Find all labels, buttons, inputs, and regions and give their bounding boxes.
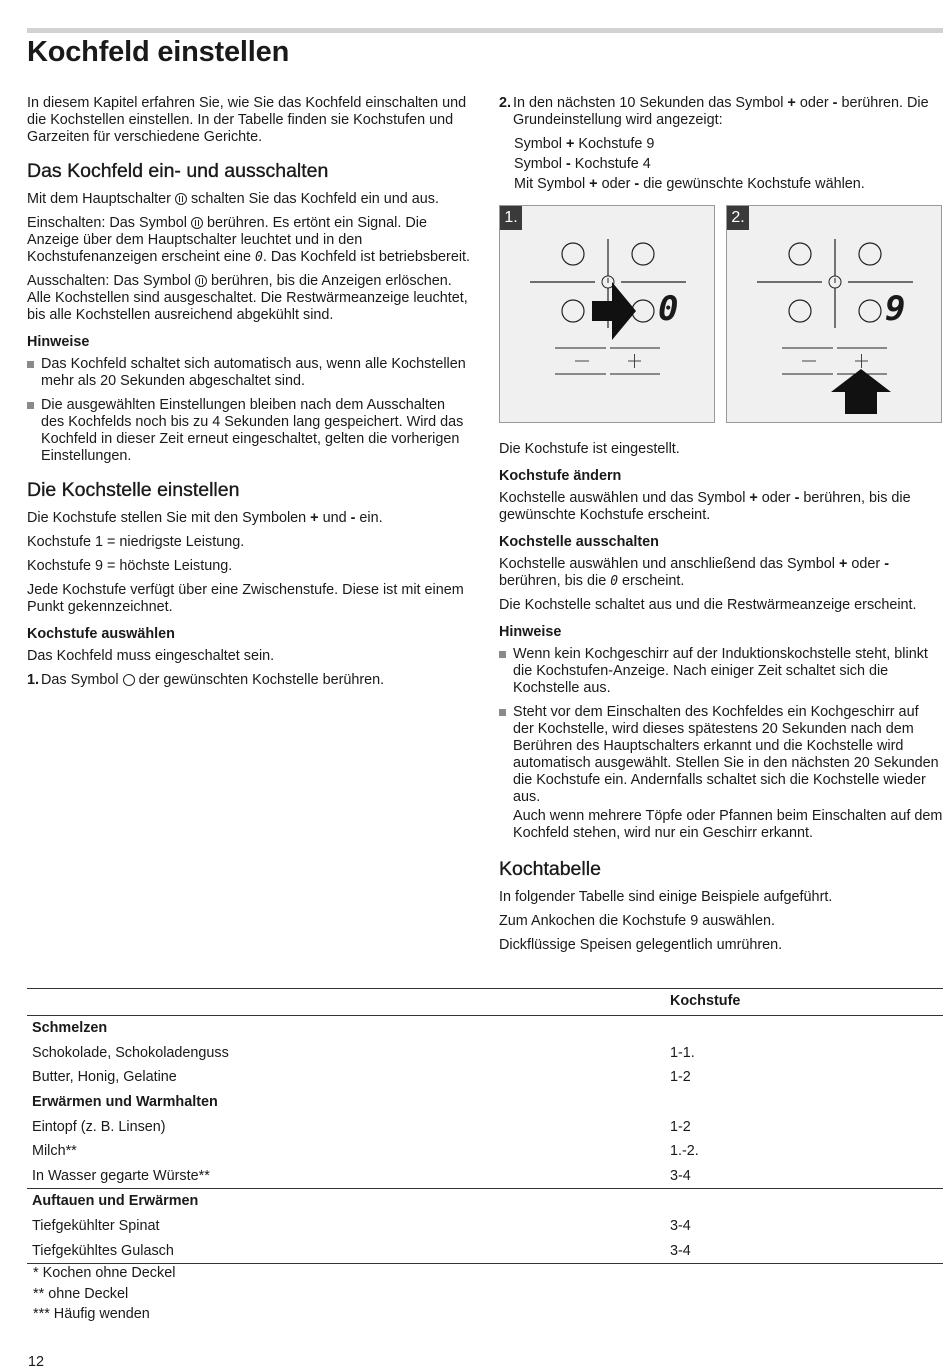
table-row: In Wasser gegarte Würste** 3-4	[32, 1167, 691, 1184]
subheading-kochstufe-auswaehlen: Kochstufe auswählen	[27, 626, 175, 642]
cooking-level-display: 9	[885, 289, 906, 329]
step-2-line-3: Mit Symbol + oder - die gewünschte Kochstufe wählen.	[514, 176, 865, 192]
list-item: Die ausgewählten Einstellungen bleiben nach dem Ausschalten des Kochfelds noch bis zu 4 Sekunden lang gespeichert. Wird das Kochfeld in dieser Zeit erneut eingeschaltet, gelten die vorherigen Einstellungen.	[27, 397, 471, 465]
footnote: *** Häufig wenden	[33, 1306, 150, 1322]
table-row: Milch** 1.-2.	[32, 1143, 699, 1160]
table-category-row: Auftauen und Erwärmen	[27, 1189, 943, 1214]
control-panel-diagram	[500, 206, 716, 424]
table-row: Tiefgekühlter Spinat 3-4	[32, 1218, 691, 1235]
hinweise-heading: Hinweise	[499, 624, 562, 640]
precondition-text: Das Kochfeld muss eingeschaltet sein.	[27, 648, 275, 664]
plus-symbol: +	[310, 510, 319, 526]
table-header-cell: Kochstufe	[665, 989, 943, 1016]
step-2-line-2: Symbol - Kochstufe 4	[514, 156, 651, 172]
step-2: 2. In den nächsten 10 Sekunden das Symbol + oder - berühren. Die Grundeinstellung wird angezeigt:	[499, 95, 929, 128]
right-column	[499, 95, 943, 961]
kochstufe-symbols-text: Die Kochstufe stellen Sie mit den Symbolen + und - ein.	[27, 510, 383, 526]
step-label: 1.	[500, 206, 522, 230]
step-label: 2.	[727, 206, 749, 230]
cooking-level-display: 0	[658, 289, 679, 329]
table-row: Schokolade, Schokoladenguss 1-1.	[32, 1044, 695, 1061]
section-heading-kochstelle: Die Kochstelle einstellen	[27, 479, 240, 501]
list-item: Wenn kein Kochgeschirr auf der Induktionskochstelle steht, blinkt die Kochstufen-Anzeige. Nach einiger Zeit schaltet sich die Kochstelle aus.	[499, 646, 943, 697]
table-row: Butter, Honig, Gelatine 1-2	[32, 1069, 691, 1086]
footnote: * Kochen ohne Deckel	[33, 1265, 176, 1281]
table-category-row: Schmelzen	[32, 1020, 108, 1037]
off-text-2: Die Kochstelle schaltet aus und die Restwärmeanzeige erscheint.	[499, 597, 917, 613]
control-panel-diagram	[727, 206, 943, 424]
switch-on-text: Einschalten: Das Symbol berühren. Es ertönt ein Signal. Die Anzeige über dem Hauptschalter leuchtet und in den Kochstufenanzeigen erscheint eine 0. Das Kochfeld ist betriebsbereit.	[27, 215, 471, 265]
subheading-kochstelle-ausschalten: Kochstelle ausschalten	[499, 534, 659, 550]
table-header-row	[27, 989, 943, 1016]
table-intro-1: In folgender Tabelle sind einige Beispiele aufgeführt.	[499, 889, 833, 905]
zwischenstufe-text: Jede Kochstufe verfügt über eine Zwischenstufe. Diese ist mit einem Punkt gekennzeichnet.	[27, 582, 464, 615]
subheading-kochstufe-aendern: Kochstufe ändern	[499, 468, 622, 484]
kochtabelle	[27, 988, 943, 1264]
bullet-square-icon	[27, 402, 34, 409]
left-column	[27, 95, 471, 696]
hinweise-list	[499, 646, 943, 806]
kochstufe-1-text: Kochstufe 1 = niedrigste Leistung.	[27, 534, 245, 550]
power-icon	[175, 193, 187, 205]
hinweise-heading: Hinweise	[27, 334, 90, 350]
top-rule	[27, 28, 943, 33]
power-icon	[191, 217, 203, 229]
control-panel-illustrations	[499, 205, 943, 425]
table-row: Eintopf (z. B. Linsen) 1-2	[32, 1118, 691, 1135]
table-header-cell	[27, 989, 665, 1016]
minus-symbol: -	[350, 510, 356, 526]
kochstufe-9-text: Kochstufe 9 = höchste Leistung.	[27, 558, 233, 574]
list-item: Das Kochfeld schaltet sich automatisch aus, wenn alle Kochstellen mehr als 20 Sekunden abgeschaltet sind.	[27, 356, 471, 390]
hinweise-continuation: Auch wenn mehrere Töpfe oder Pfannen beim Einschalten auf dem Kochfeld stehen, wird nur ein Geschirr erkannt.	[513, 808, 943, 841]
result-text: Die Kochstufe ist eingestellt.	[499, 441, 680, 457]
page-number: 12	[28, 1354, 45, 1370]
section-heading-on-off: Das Kochfeld ein- und ausschalten	[27, 160, 329, 182]
table-intro-3: Dickflüssige Speisen gelegentlich umrühren.	[499, 937, 783, 953]
table-category-row: Erwärmen und Warmhalten	[32, 1094, 218, 1111]
table-row: Tiefgekühltes Gulasch 3-4	[27, 1238, 943, 1263]
step-2-line-1: Symbol + Kochstufe 9	[514, 136, 655, 152]
table-intro-2: Zum Ankochen die Kochstufe 9 auswählen.	[499, 913, 775, 929]
list-item: Steht vor dem Einschalten des Kochfeldes ein Kochgeschirr auf der Kochstelle, wird dieses spätestens 20 Sekunden nach dem Berühren des Hauptschalters erkannt und die Kochstelle wird automatisch ausgewählt. Stellen Sie in den nächsten 20 Sekunden die Kochstufe ein. Andernfalls schaltet sich die Kochstelle wieder aus.	[499, 704, 943, 806]
main-switch-text: Mit dem Hauptschalter schalten Sie das Kochfeld ein und aus.	[27, 191, 439, 207]
circle-icon	[123, 674, 135, 686]
intro-text: In diesem Kapitel erfahren Sie, wie Sie das Kochfeld einschalten und die Kochstellen einstellen. In der Tabelle finden sie Kochstufen und Garzeiten für verschiedene Gerichte.	[27, 95, 467, 145]
page-title: Kochfeld einstellen	[27, 36, 290, 68]
section-heading-kochtabelle: Kochtabelle	[499, 858, 601, 880]
bullet-square-icon	[499, 709, 506, 716]
control-panel-step-2	[726, 205, 942, 423]
display-zero-icon: 0	[610, 574, 619, 589]
off-text: Kochstelle auswählen und anschließend das Symbol + oder - berühren, bis die 0 erscheint.	[499, 556, 890, 589]
bullet-square-icon	[27, 361, 34, 368]
bullet-square-icon	[499, 651, 506, 658]
display-zero-icon: 0	[255, 250, 263, 265]
step-1: 1. Das Symbol der gewünschten Kochstelle berühren.	[27, 672, 385, 688]
change-text: Kochstelle auswählen und das Symbol + oder - berühren, bis die gewünschte Kochstufe erscheint.	[499, 490, 911, 523]
footnotes	[33, 1263, 175, 1325]
power-icon	[195, 275, 207, 287]
control-panel-step-1	[499, 205, 715, 423]
hinweise-list	[27, 356, 471, 465]
footnote: ** ohne Deckel	[33, 1285, 129, 1302]
switch-off-text: Ausschalten: Das Symbol berühren, bis die Anzeigen erlöschen. Alle Kochstellen sind ausgeschaltet. Die Restwärmeanzeige leuchtet, bis alle Kochstellen ausreichend abgekühlt sind.	[27, 273, 468, 323]
